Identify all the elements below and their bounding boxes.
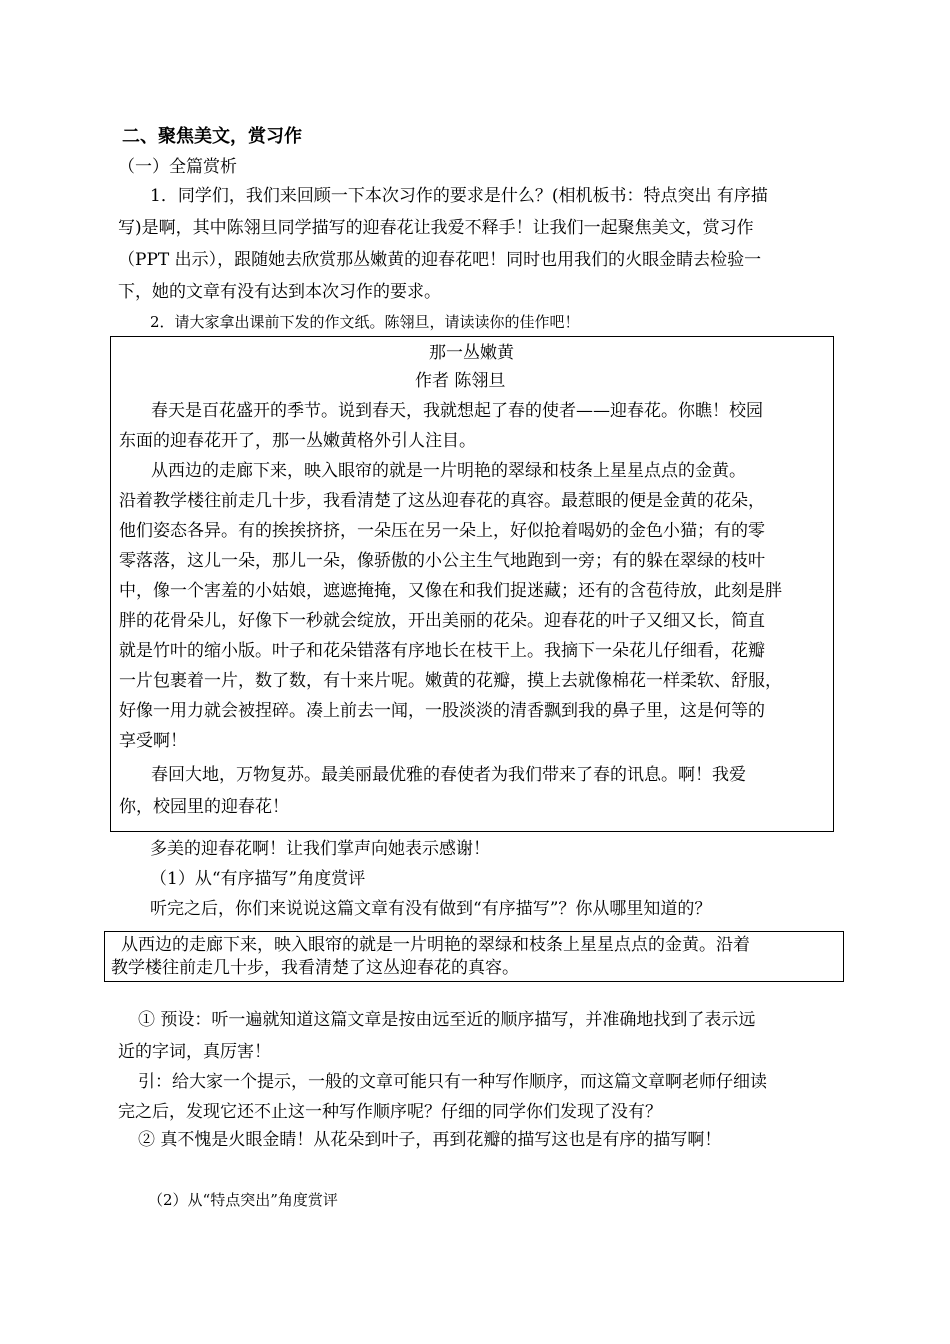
discussion-line: ① 预设：听一遍就知道这篇文章是按由远至近的顺序描写，并准确地找到了表示远 — [138, 1010, 756, 1030]
point1-heading: （1）从“有序描写”角度赏评 — [150, 869, 366, 889]
essay-author: 作者 陈翎旦 — [415, 371, 506, 391]
point2-heading: （2）从“特点突出”角度赏评 — [148, 1191, 338, 1209]
essay-line: 从西边的走廊下来，映入眼帘的就是一片明艳的翠绿和枝条上星星点点的金黄。 — [151, 461, 746, 481]
discussion-line: 完之后，发现它还不止这一种写作顺序呢？仔细的同学你们发现了没有？ — [118, 1102, 662, 1122]
essay-line: 他们姿态各异。有的挨挨挤挤，一朵压在另一朵上，好似抢着喝奶的金色小猫；有的零 — [119, 521, 765, 541]
essay-line: 享受啊！ — [119, 731, 187, 751]
essay-line: 你，校园里的迎春花！ — [119, 797, 289, 817]
section-subheading: （一）全篇赏析 — [118, 157, 237, 177]
step2-line: 2．请大家拿出课前下发的作文纸。陈翎旦，请读读你的佳作吧！ — [150, 313, 580, 331]
intro-line: 写)是啊，其中陈翎旦同学描写的迎春花让我爱不释手！让我们一起聚焦美文，赏习作 — [118, 218, 754, 238]
essay-line: 东面的迎春花开了，那一丛嫩黄格外引人注目。 — [119, 431, 476, 451]
intro-line: 下，她的文章有没有达到本次习作的要求。 — [118, 282, 441, 302]
essay-line: 春天是百花盛开的季节。说到春天，我就想起了春的使者——迎春花。你瞧！校园 — [151, 401, 763, 421]
essay-line: 沿着教学楼往前走几十步，我看清楚了这丛迎春花的真容。最惹眼的便是金黄的花朵， — [119, 491, 765, 511]
intro-line: （PPT 出示），跟随她去欣赏那丛嫩黄的迎春花吧！同时也用我们的火眼金睛去检验一 — [118, 250, 762, 270]
essay-line: 一片包裹着一片，数了数，有十来片呢。嫩黄的花瓣，摸上去就像棉花一样柔软、舒服， — [119, 671, 782, 691]
discussion-line: 近的字词，真厉害！ — [118, 1042, 271, 1062]
essay-line: 好像一用力就会被捏碎。凑上前去一闻，一股淡淡的清香飘到我的鼻子里，这是何等的 — [119, 701, 765, 721]
essay-line: 零落落，这儿一朵，那儿一朵，像骄傲的小公主生气地跑到一旁；有的躲在翠绿的枝叶 — [119, 551, 765, 571]
quote-box — [104, 931, 844, 982]
praise-line: 多美的迎春花啊！让我们掌声向她表示感谢！ — [150, 839, 490, 859]
discussion-line: ② 真不愧是火眼金睛！从花朵到叶子，再到花瓣的描写这也是有序的描写啊！ — [138, 1130, 722, 1150]
quote-line: 从西边的走廊下来，映入眼帘的就是一片明艳的翠绿和枝条上星星点点的金黄。沿着 — [121, 935, 750, 955]
essay-line: 就是竹叶的缩小版。叶子和花朵错落有序地长在枝干上。我摘下一朵花儿仔细看，花瓣 — [119, 641, 765, 661]
quote-line: 教学楼往前走几十步，我看清楚了这丛迎春花的真容。 — [111, 958, 519, 978]
discussion-line: 引：给大家一个提示，一般的文章可能只有一种写作顺序，而这篇文章啊老师仔细读 — [138, 1072, 767, 1092]
essay-line: 胖的花骨朵儿，好像下一秒就会绽放，开出美丽的花朵。迎春花的叶子又细又长，简直 — [119, 611, 765, 631]
essay-box — [110, 336, 834, 832]
question-line: 听完之后，你们来说说这篇文章有没有做到“有序描写”？你从哪里知道的？ — [150, 899, 712, 919]
essay-line: 中，像一个害羞的小姑娘，遮遮掩掩，又像在和我们捉迷藏；还有的含苞待放，此刻是胖 — [119, 581, 782, 601]
section-heading: 二、聚焦美文，赏习作 — [122, 126, 302, 147]
intro-line: 1．同学们，我们来回顾一下本次习作的要求是什么？(相机板书：特点突出 有序描 — [150, 186, 768, 206]
essay-title: 那一丛嫩黄 — [429, 343, 514, 363]
essay-line: 春回大地，万物复苏。最美丽最优雅的春使者为我们带来了春的讯息。啊！我爱 — [151, 765, 746, 785]
